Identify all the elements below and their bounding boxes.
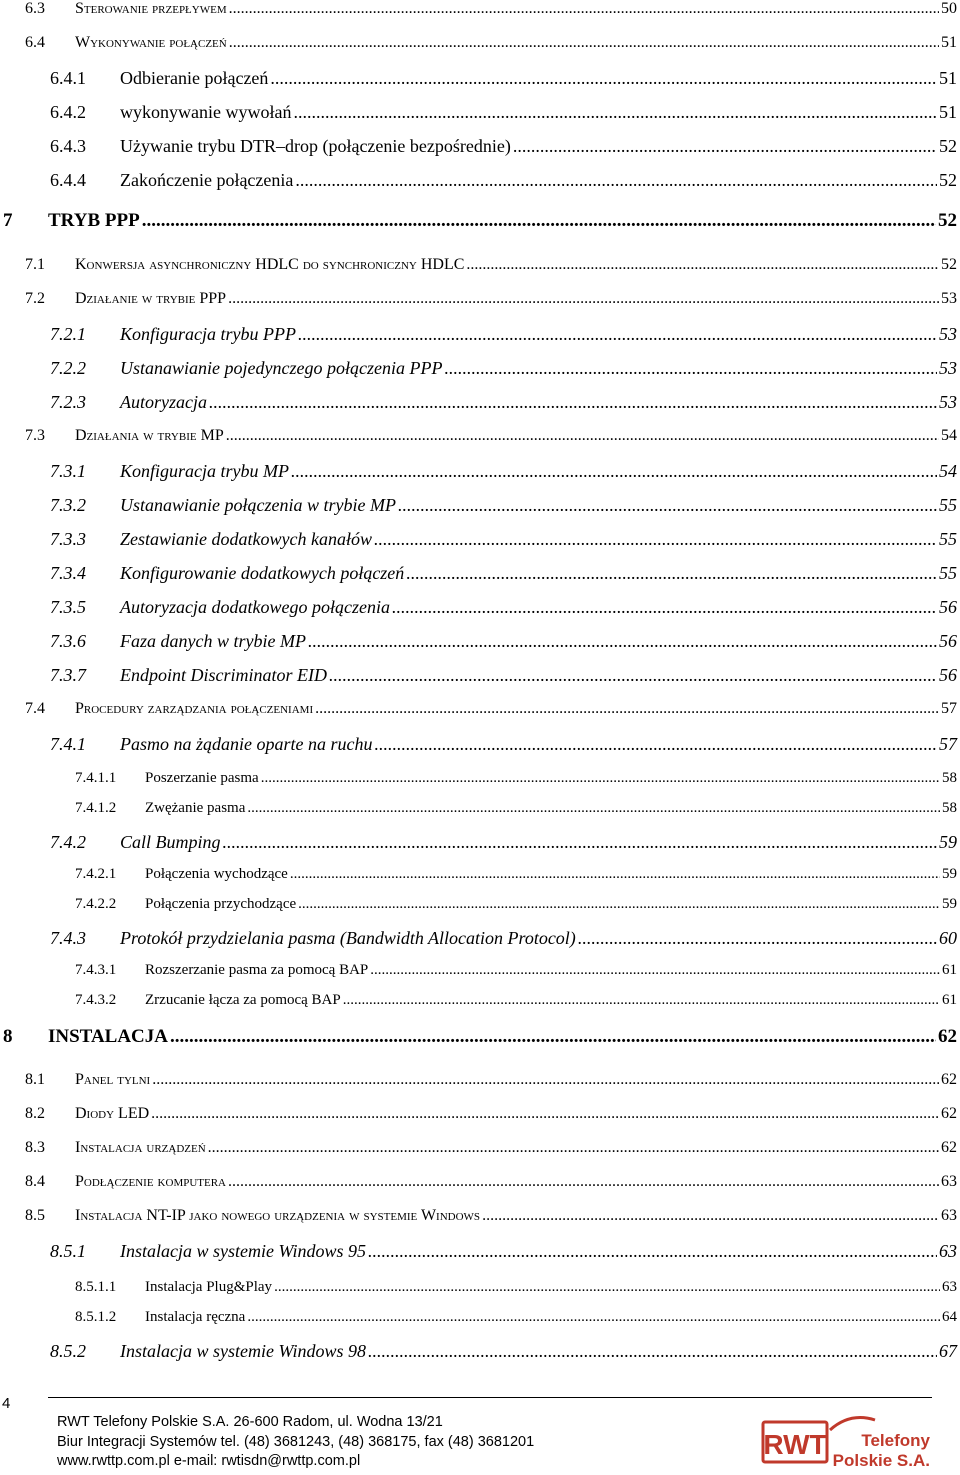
toc-entry-number: 7.3.5 — [50, 597, 86, 617]
toc-entry-page: 53 — [941, 290, 957, 307]
toc-entry-number: 6.4.4 — [50, 170, 86, 190]
toc-entry[interactable] — [0, 1105, 960, 1135]
toc-entry-number: 8.1 — [25, 1071, 45, 1088]
toc-entry-number: 8.5.1.1 — [75, 1279, 117, 1295]
footer-contact-phone: Biur Integracji Systemów tel. (48) 3681243, (48) 368175, fax (48) 3681201 — [57, 1434, 535, 1450]
toc-entry[interactable] — [0, 427, 960, 457]
toc-entry-title: Działania w trybie MP — [75, 427, 224, 444]
toc-entry-number: 7.4.1.2 — [75, 800, 117, 816]
toc-entry-number: 7.2.1 — [50, 324, 86, 344]
toc-entry-title: Protokół przydzielania pasma (Bandwidth Allocation Protocol) — [120, 928, 576, 948]
toc-dot-leader — [374, 529, 937, 550]
toc-entry-number: 8.5.1 — [50, 1241, 86, 1261]
toc-entry[interactable] — [0, 495, 960, 525]
toc-entry-number: 7.3.6 — [50, 631, 86, 651]
toc-entry-title: Konfigurowanie dodatkowych połączeń — [120, 563, 405, 583]
toc-dot-leader — [226, 427, 939, 445]
toc-entry[interactable] — [0, 290, 960, 320]
toc-dot-leader — [274, 1279, 940, 1296]
toc-entry-title: Zestawianie dodatkowych kanałów — [120, 529, 372, 549]
toc-entry[interactable] — [0, 928, 960, 958]
toc-entry-page: 58 — [942, 770, 957, 786]
toc-dot-leader — [152, 1071, 939, 1089]
toc-dot-leader — [578, 928, 937, 949]
toc-entry-title: Podłączenie komputera — [75, 1173, 226, 1190]
toc-entry[interactable] — [0, 358, 960, 388]
toc-entry-number: 8 — [3, 1026, 13, 1047]
toc-entry-number: 7 — [3, 210, 13, 231]
toc-entry-number: 8.4 — [25, 1173, 45, 1190]
toc-entry-page: 51 — [939, 68, 957, 88]
toc-dot-leader — [228, 1173, 939, 1191]
toc-entry-number: 8.5 — [25, 1207, 45, 1224]
toc-dot-leader — [398, 495, 937, 516]
toc-dot-leader — [298, 324, 937, 345]
toc-entry-page: 59 — [942, 896, 957, 912]
toc-entry-page: 51 — [941, 34, 957, 51]
toc-entry-title: Zakończenie połączenia — [120, 170, 294, 190]
toc-entry-title: Autoryzacja dodatkowego połączenia — [120, 597, 390, 617]
toc-entry-title: Konwersja asynchroniczny HDLC do synchroniczny HDLC — [75, 256, 465, 273]
toc-entry[interactable] — [0, 392, 960, 422]
toc-entry[interactable] — [0, 665, 960, 695]
toc-entry-page: 52 — [939, 136, 957, 156]
toc-dot-leader — [374, 734, 937, 755]
toc-entry-number: 6.4.1 — [50, 68, 86, 88]
toc-entry-page: 62 — [941, 1139, 957, 1156]
toc-entry-number: 7.3.7 — [50, 665, 86, 685]
toc-entry-title: Działanie w trybie PPP — [75, 290, 227, 307]
logo-sub-text-1: Telefony — [861, 1431, 930, 1450]
toc-entry-number: 8.5.1.2 — [75, 1309, 117, 1325]
toc-dot-leader — [343, 992, 940, 1009]
toc-entry-page: 56 — [939, 597, 957, 617]
toc-dot-leader — [142, 210, 936, 232]
toc-entry-title: TRYB PPP — [48, 210, 140, 231]
toc-dot-leader — [170, 1026, 936, 1048]
toc-dot-leader — [444, 358, 937, 379]
toc-dot-leader — [482, 1207, 939, 1225]
toc-entry-number: 7.4.3 — [50, 928, 86, 948]
toc-entry[interactable] — [0, 1207, 960, 1237]
toc-entry-title: Pasmo na żądanie oparte na ruchu — [120, 734, 373, 754]
toc-entry-number: 7.2 — [25, 290, 45, 307]
toc-entry-number: 7.3.1 — [50, 461, 86, 481]
toc-entry-number: 7.1 — [25, 256, 45, 273]
toc-entry-title: Rozszerzanie pasma za pomocą BAP — [145, 962, 369, 978]
toc-dot-leader — [208, 1139, 939, 1157]
toc-entry-title: Używanie trybu DTR–drop (połączenie bezpośrednie) — [120, 136, 511, 156]
toc-entry-page: 59 — [942, 866, 957, 882]
toc-entry[interactable] — [0, 0, 960, 30]
toc-entry[interactable] — [0, 866, 960, 896]
toc-entry-page: 57 — [939, 734, 957, 754]
toc-dot-leader — [261, 770, 940, 787]
toc-entry[interactable] — [0, 461, 960, 491]
toc-entry[interactable] — [0, 170, 960, 200]
toc-dot-leader — [223, 832, 937, 853]
toc-entry-title: Instalacja w systemie Windows 95 — [120, 1241, 366, 1261]
toc-dot-leader — [370, 962, 940, 979]
toc-dot-leader — [291, 461, 937, 482]
toc-entry-title: Zwężanie pasma — [145, 800, 246, 816]
toc-dot-leader — [298, 896, 940, 913]
toc-entry-title: Zrzucanie łącza za pomocą BAP — [145, 992, 341, 1008]
toc-entry-title: Instalacja Plug&Play — [145, 1279, 273, 1295]
toc-entry-page: 52 — [939, 170, 957, 190]
toc-entry-page: 57 — [941, 700, 957, 717]
toc-entry-page: 63 — [942, 1279, 957, 1295]
toc-entry[interactable] — [0, 962, 960, 992]
toc-entry[interactable] — [0, 1026, 960, 1056]
toc-entry-page: 58 — [942, 800, 957, 816]
toc-entry-number: 8.5.2 — [50, 1341, 86, 1361]
toc-entry-number: 7.4.2 — [50, 832, 86, 852]
toc-entry[interactable] — [0, 631, 960, 661]
toc-dot-leader — [290, 866, 940, 883]
toc-entry-page: 63 — [941, 1207, 957, 1224]
toc-entry-page: 64 — [942, 1309, 957, 1325]
toc-entry-number: 7.4.3.2 — [75, 992, 117, 1008]
toc-entry-title: Wykonywanie połączeń — [75, 34, 227, 51]
toc-entry-number: 6.4 — [25, 34, 45, 51]
toc-entry[interactable] — [0, 770, 960, 800]
toc-entry-number: 7.2.2 — [50, 358, 86, 378]
toc-entry-title: Endpoint Discriminator EID — [120, 665, 327, 685]
toc-entry-number: 8.2 — [25, 1105, 45, 1122]
toc-dot-leader — [151, 1105, 939, 1123]
toc-entry[interactable] — [0, 34, 960, 64]
toc-entry-page: 63 — [941, 1173, 957, 1190]
toc-dot-leader — [209, 392, 937, 413]
toc-entry[interactable] — [0, 1139, 960, 1169]
toc-entry-number: 7.4.3.1 — [75, 962, 117, 978]
toc-dot-leader — [295, 170, 937, 191]
toc-entry-title: Panel tylni — [75, 1071, 151, 1088]
toc-entry-title: Ustanawianie połączenia w trybie MP — [120, 495, 396, 515]
toc-entry-title: Instalacja ręczna — [145, 1309, 246, 1325]
toc-entry-number: 7.3 — [25, 427, 45, 444]
toc-dot-leader — [228, 290, 939, 308]
toc-entry[interactable] — [0, 136, 960, 166]
toc-entry[interactable] — [0, 102, 960, 132]
toc-entry[interactable] — [0, 597, 960, 627]
toc-entry-page: 67 — [939, 1341, 957, 1361]
toc-entry[interactable] — [0, 1241, 960, 1271]
toc-entry-page: 53 — [939, 392, 957, 412]
toc-dot-leader — [229, 0, 939, 18]
toc-dot-leader — [368, 1241, 937, 1262]
toc-entry-title: Połączenia przychodzące — [145, 896, 297, 912]
toc-entry-page: 53 — [939, 358, 957, 378]
toc-entry[interactable] — [0, 800, 960, 830]
toc-dot-leader — [392, 597, 937, 618]
page-number: 4 — [2, 1395, 11, 1412]
toc-entry-title: INSTALACJA — [48, 1026, 169, 1047]
toc-entry[interactable] — [0, 256, 960, 286]
toc-entry[interactable] — [0, 1173, 960, 1203]
toc-entry[interactable] — [0, 1309, 960, 1339]
toc-entry-title: Procedury zarządzania połączeniami — [75, 700, 314, 717]
toc-entry-number: 6.4.2 — [50, 102, 86, 122]
toc-entry-number: 7.3.4 — [50, 563, 86, 583]
toc-entry[interactable] — [0, 1279, 960, 1309]
toc-dot-leader — [247, 800, 940, 817]
toc-entry-number: 8.3 — [25, 1139, 45, 1156]
toc-entry-page: 54 — [941, 427, 957, 444]
toc-entry-title: Instalacja urządzeń — [75, 1139, 206, 1156]
toc-entry[interactable] — [0, 1341, 960, 1371]
logo-rwt-text: RWT — [763, 1429, 827, 1460]
toc-entry-number: 7.4.1.1 — [75, 770, 117, 786]
toc-entry-page: 55 — [939, 495, 957, 515]
toc-entry[interactable] — [0, 529, 960, 559]
toc-dot-leader — [293, 102, 937, 123]
toc-entry-page: 61 — [942, 992, 957, 1008]
toc-entry-number: 7.4.2.1 — [75, 866, 117, 882]
toc-entry-title: Diody LED — [75, 1105, 150, 1122]
toc-entry-page: 52 — [941, 256, 957, 273]
toc-entry[interactable] — [0, 563, 960, 593]
toc-entry[interactable] — [0, 992, 960, 1022]
toc-entry[interactable] — [0, 210, 960, 240]
toc-entry[interactable] — [0, 832, 960, 862]
toc-entry-title: Odbieranie połączeń — [120, 68, 269, 88]
toc-dot-leader — [368, 1341, 937, 1362]
toc-entry-number: 6.3 — [25, 0, 45, 17]
footer-divider — [48, 1397, 932, 1398]
toc-entry-title: Instalacja NT-IP jako nowego urządzenia w systemie Windows — [75, 1207, 481, 1224]
toc-entry-page: 51 — [939, 102, 957, 122]
toc-entry-page: 54 — [939, 461, 957, 481]
toc-entry-title: Połączenia wychodzące — [145, 866, 288, 882]
toc-dot-leader — [308, 631, 937, 652]
toc-dot-leader — [329, 665, 937, 686]
toc-entry-title: wykonywanie wywołań — [120, 102, 292, 122]
toc-entry-title: Sterowanie przepływem — [75, 0, 227, 17]
toc-entry-page: 61 — [942, 962, 957, 978]
toc-entry-title: Konfiguracja trybu MP — [120, 461, 289, 481]
footer-web-email: www.rwttp.com.pl e-mail: rwtisdn@rwttp.com.pl — [57, 1453, 361, 1469]
toc-entry-page: 59 — [939, 832, 957, 852]
toc-entry-title: Faza danych w trybie MP — [120, 631, 306, 651]
toc-entry-title: Ustanawianie pojedynczego połączenia PPP — [120, 358, 443, 378]
logo-sub-text-2: Polskie S.A. — [832, 1451, 930, 1470]
toc-entry-page: 55 — [939, 529, 957, 549]
toc-entry-page: 56 — [939, 631, 957, 651]
toc-dot-leader — [315, 700, 939, 718]
toc-entry-number: 7.4.2.2 — [75, 896, 117, 912]
toc-entry-number: 7.2.3 — [50, 392, 86, 412]
toc-dot-leader — [247, 1309, 940, 1326]
toc-entry[interactable] — [0, 324, 960, 354]
toc-entry-page: 62 — [941, 1071, 957, 1088]
toc-entry-page: 62 — [938, 1026, 957, 1047]
toc-entry[interactable] — [0, 1071, 960, 1101]
toc-entry-page: 62 — [941, 1105, 957, 1122]
toc-entry-page: 53 — [939, 324, 957, 344]
toc-entry-page: 55 — [939, 563, 957, 583]
toc-dot-leader — [229, 34, 939, 52]
toc-entry-page: 60 — [939, 928, 957, 948]
toc-entry-title: Instalacja w systemie Windows 98 — [120, 1341, 366, 1361]
toc-entry-number: 7.3.3 — [50, 529, 86, 549]
toc-entry-page: 52 — [938, 210, 957, 231]
toc-entry-title: Konfiguracja trybu PPP — [120, 324, 296, 344]
toc-dot-leader — [466, 256, 939, 274]
toc-entry-page: 56 — [939, 665, 957, 685]
toc-entry-number: 6.4.3 — [50, 136, 86, 156]
toc-entry-title: Poszerzanie pasma — [145, 770, 259, 786]
toc-entry-number: 7.4.1 — [50, 734, 86, 754]
toc-entry[interactable] — [0, 734, 960, 764]
toc-dot-leader — [513, 136, 937, 157]
toc-entry-title: Call Bumping — [120, 832, 221, 852]
toc-entry-number: 7.4 — [25, 700, 45, 717]
toc-entry[interactable] — [0, 896, 960, 926]
toc-entry-page: 50 — [941, 0, 957, 17]
toc-entry[interactable] — [0, 700, 960, 730]
footer-company-address: RWT Telefony Polskie S.A. 26-600 Radom, ul. Wodna 13/21 — [57, 1414, 443, 1430]
toc-entry-number: 7.3.2 — [50, 495, 86, 515]
toc-entry[interactable] — [0, 68, 960, 98]
toc-entry-page: 63 — [939, 1241, 957, 1261]
toc-dot-leader — [270, 68, 937, 89]
toc-dot-leader — [406, 563, 937, 584]
rwt-logo — [760, 1410, 935, 1470]
toc-entry-title: Autoryzacja — [120, 392, 207, 412]
